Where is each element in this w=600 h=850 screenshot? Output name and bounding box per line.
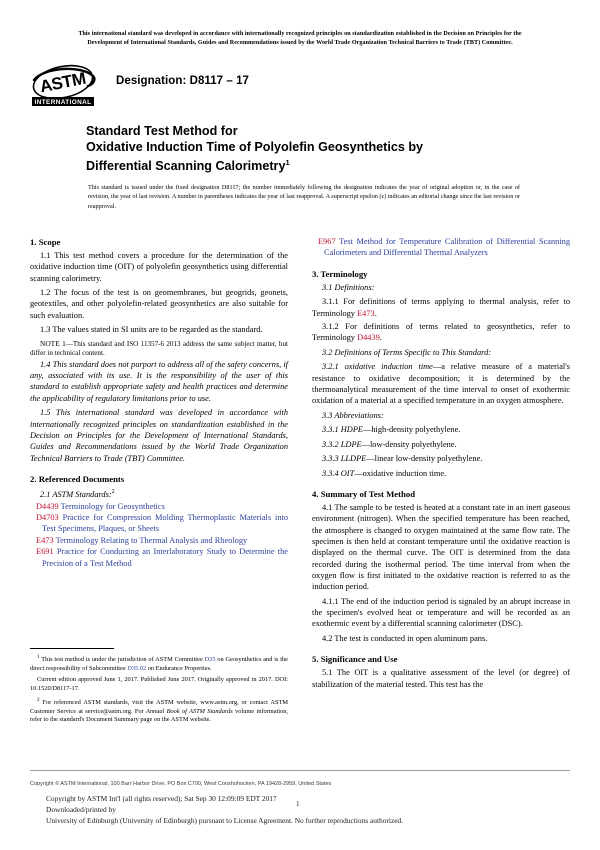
reference-title[interactable]: Terminology for Geosynthetics (60, 501, 165, 511)
astm-logo (30, 64, 102, 110)
term-oxidative-induction-time: 3.2.1 oxidative induction time (322, 362, 433, 372)
tbt-banner-line2: Development of International Standards, Guides and Recommendations issued by the World Trade Organization Technical Barriers to Trade (TBT) Committee. (87, 40, 513, 47)
reference-item[interactable] (30, 501, 288, 512)
para-1-5: 1.5 This international standard was developed in accordance with internationally recognized principles on standardization established in the Decision on Principles for the Development of International Standards, Guides and Recommendations issued by the World Trade Organization Technical Barriers to Trade (TBT) Committee. (30, 408, 288, 463)
issue-note: This standard is issued under the fixed designation D8117; the number immediately following the designation indicates the year of original adoption or, in the case of revision, the year of last revision. A number in parentheses indicates the year of last reapproval. A superscript epsilon (ε) indicates an editorial change since the last revision or reapproval. (88, 184, 520, 210)
reference-item[interactable] (30, 535, 288, 546)
note-1-label: NOTE 1 (40, 338, 66, 348)
footnote-2-italic: Annual Book of ASTM Standards (145, 707, 233, 715)
reference-item[interactable] (30, 546, 288, 569)
download-stamp (46, 793, 556, 827)
page-number: 1 (296, 800, 300, 808)
para-4-1-1: 4.1.1 The end of the induction period is signaled by an abrupt increase in the specimen's evolved heat or temperature and will be recorded as an exothermic event by a differential scanning calorimeter (DSC). (312, 596, 570, 629)
astm-standards-footnote-marker: 2 (111, 488, 115, 495)
para-3-2-1: 3.2.1 oxidative induction time—a relative measure of a material's resistance to oxidative decomposition; it is determined by the thermoanalytical measurement of the time interval to onset of exothermic oxidation of a material at a specified temperature in an oxygen atmosphere. (312, 362, 570, 406)
para-3-3-4: 3.3.4 OIT—oxidative induction time. (322, 468, 447, 478)
designation-label: Designation: D8117 – 17 (116, 75, 249, 87)
reference-title[interactable]: Terminology Relating to Thermal Analysis and Rheology (55, 535, 248, 545)
para-1-2: 1.2 The focus of the test is on geomembranes, but geogrids, geonets, geotextiles, and other polyolefin-related geosynthetics are also suitable for such evaluation. (30, 288, 288, 320)
term-lldpe: 3.3.3 LLDPE (322, 454, 367, 464)
footnote-edition: Current edition approved June 1, 2017. Published June 2017. Originally approved in 2017. DOI: 10.1520/D8117-17. (30, 675, 288, 692)
para-3-3-1: 3.3.1 HDPE—high-density polyethylene. (322, 425, 461, 435)
note-1-text: —This standard and ISO 11357-6 2013 address the same subject matter, but differ in technical content. (30, 339, 288, 358)
reference-designation[interactable]: E691 (36, 547, 54, 557)
title-line-2: Oxidative Induction Time of Polyolefin Geosynthetics by (86, 139, 424, 154)
footnote-1-marker: 1 (37, 654, 40, 660)
reference-designation[interactable]: E473 (36, 535, 54, 545)
footer-divider (30, 770, 570, 771)
para-3-3: 3.3 Abbreviations: (322, 410, 384, 420)
heading-referenced-documents: 2. Referenced Documents (30, 473, 125, 484)
subcommittee-link-d3502[interactable]: D35.02 (127, 664, 147, 672)
tbt-banner (32, 30, 568, 48)
footnote-2-marker: 2 (37, 696, 40, 703)
reference-title[interactable]: Practice for Compression Molding Thermoplastic Materials into Test Specimens, Plaques, or Sheets (42, 513, 288, 534)
reference-item[interactable] (312, 236, 570, 259)
term-oit: 3.3.4 OIT (322, 468, 355, 478)
footnote-1: $^1$ This test method is under the jurisdiction of ASTM Committee D35 on Geosynthetics and is the direct responsibility of Subcommittee D35.02 on Endurance Properties. (30, 654, 288, 672)
para-3-1-2: 3.1.2 For definitions of terms related to geosynthetics, refer to Terminology D4439. (312, 322, 570, 343)
tbt-banner-line1: This international standard was developed in accordance with internationally recognized principles on standardization established in the Decision on Principles for the (78, 31, 522, 37)
para-1-1: 1.1 This test method covers a procedure for the determination of the oxidative induction time (OIT) of polyolefin geosynthetics using differential scanning calorimetry. (30, 251, 288, 283)
title-line-1: Standard Test Method for (86, 124, 238, 138)
para-1-4: 1.4 This standard does not purport to address all of the safety concerns, if any, associated with its use. It is the responsibility of the user of this standard to establish appropriate safety and health practices and determine the applicability of regulatory limitations prior to use. (30, 359, 288, 403)
column-left (30, 236, 288, 569)
para-5-1: 5.1 The OIT is a qualitative assessment of the level (or degree) of stabilization of the material tested. This test has the (312, 668, 570, 689)
para-3-2: 3.2 Definitions of Terms Specific to This Standard: (322, 347, 492, 357)
reference-designation[interactable]: D4703 (36, 513, 59, 522)
reference-title[interactable]: Test Method for Temperature Calibration of Differential Scanning Calorimeters and Differential Thermal Analyzers (324, 237, 571, 258)
masthead (30, 64, 570, 112)
para-4-2: 4.2 The test is conducted in open aluminum pans. (322, 633, 488, 643)
title-footnote-marker: 1 (285, 158, 290, 168)
term-hdpe: 3.3.1 HDPE (322, 425, 364, 435)
copyright-notice: Copyright © ASTM International, 100 Barr Harbor Drive, PO Box C700, West Conshohocken, PA 19428-2959, United States (30, 781, 332, 787)
reference-designation[interactable]: D4439 (36, 501, 59, 511)
column-right (312, 236, 570, 690)
para-4-1: 4.1 The sample to be tested is heated at a constant rate in an inert gaseous environment (nitrogen). When the specified temperature has been reached, the atmosphere is changed to oxygen maintained at the same flow rate. The specimen is then held at constant temperature until the oxidative reaction is displayed on the thermal curve. The OIT is determined from the data recorded during the isothermal period. The time interval from when the oxygen flow is first initiated to the oxidative reaction is referred to as the induction period. (312, 502, 570, 592)
para-1-3: 1.3 The values stated in SI units are to be regarded as the standard. (40, 325, 263, 335)
para-3-3-3: 3.3.3 LLDPE—linear low-density polyethylene. (322, 454, 483, 464)
para-3-1: 3.1 Definitions: (322, 282, 375, 292)
title-line-3: Differential Scanning Calorimetry$^1$ (86, 158, 290, 174)
heading-significance-and-use: 5. Significance and Use (312, 654, 398, 665)
footnote-rule (30, 648, 114, 649)
term-ldpe: 3.3.2 LDPE (322, 439, 362, 449)
para-3-1-1: 3.1.1 For definitions of terms applying to thermal analysis, refer to Terminology E473. (312, 297, 570, 318)
reference-item[interactable] (30, 512, 288, 535)
footnotes (30, 648, 288, 725)
heading-terminology: 3. Terminology (312, 268, 368, 279)
para-3-3-2: 3.3.2 LDPE—low-density polyethylene. (322, 439, 457, 449)
note-1 (30, 339, 288, 359)
page-title (86, 124, 526, 175)
subheading-astm-standards: 2.1 ASTM Standards:$^2$ (40, 488, 115, 499)
terminology-link-d4439[interactable]: D4439 (357, 333, 380, 343)
reference-designation[interactable]: E967 (318, 237, 336, 246)
heading-scope: 1. Scope (30, 237, 61, 247)
heading-summary-of-test-method: 4. Summary of Test Method (312, 488, 416, 499)
footnote-2: $^2$ For referenced ASTM standards, visit the ASTM website, www.astm.org, or contact ASTM Customer Service at service@astm.org. For Annual Book of ASTM Standards volume information, refer to the standard's Document Summary page on the ASTM website. (30, 696, 288, 724)
svg-text:ASTM: ASTM (38, 68, 88, 97)
reference-title[interactable]: Practice for Conducting an Interlaboratory Study to Determine the Precision of a Test Method (42, 547, 288, 568)
download-line-1: Copyright by ASTM Int'l (all rights reserved); Sat Sep 30 12:09:09 EDT 2017 (46, 794, 277, 803)
svg-text:INTERNATIONAL: INTERNATIONAL (34, 99, 92, 106)
download-line-3: University of Edinburgh (University of Edinburgh) pursuant to License Agreement. No further reproductions authorized. (46, 816, 404, 826)
download-line-2: Downloaded/printed by (46, 805, 116, 815)
committee-link-d35[interactable]: D35 (204, 656, 216, 664)
terminology-link-e473[interactable]: E473 (357, 308, 375, 318)
